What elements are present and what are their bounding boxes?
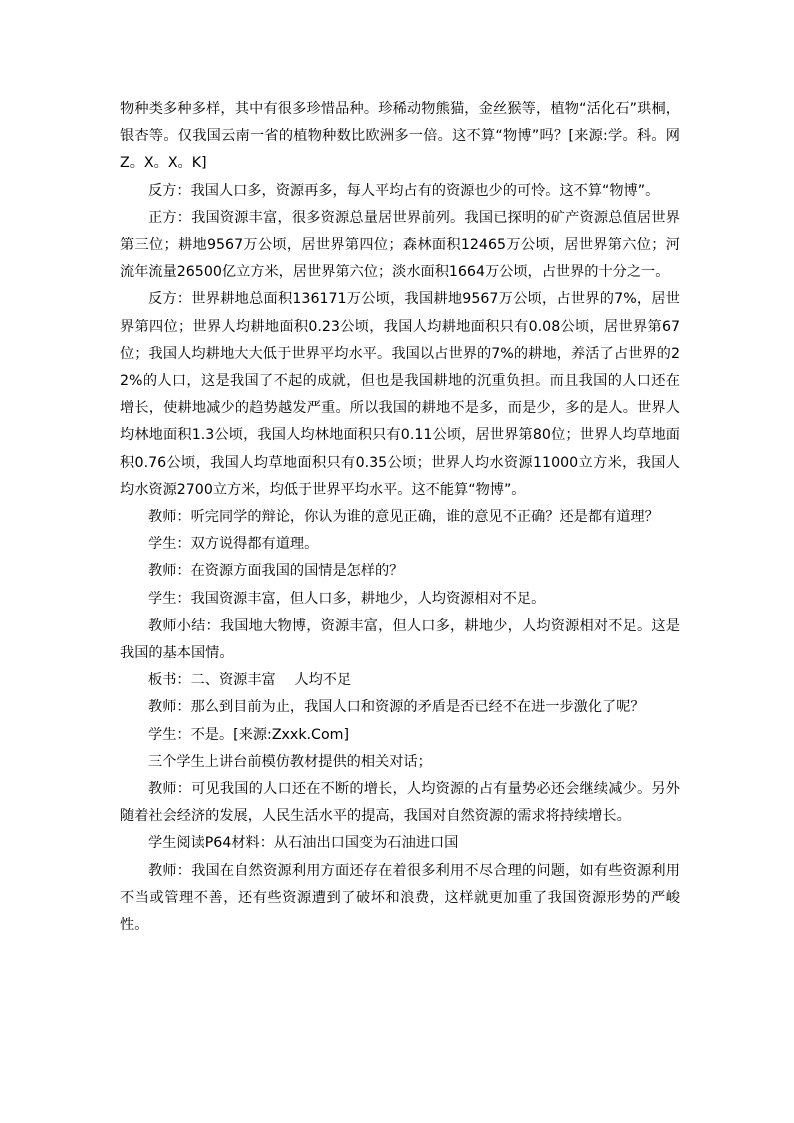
paragraph-teacher-question-1: 教师：听完同学的辩论，你认为谁的意见正确，谁的意见不正确？还是都有道理？ <box>148 509 659 526</box>
paragraph-debate-intro: 物种类多种多样，其中有很多珍惜品种。珍稀动物熊猫，金丝猴等，植物“活化石”珙桐，银杏等。仅我国云南一省的植物种数比欧洲多一倍。这不算“物博”吗？[来源:学。科。网Z。X。X。K] <box>120 101 680 172</box>
paragraph-reading-material: 学生阅读P64材料：从石油出口国变为石油进口国 <box>148 835 459 852</box>
paragraph-board-note: 板书：二、资源丰富 人均不足 <box>148 672 352 689</box>
paragraph-student-answer-1: 学生：双方说得都有道理。 <box>148 536 319 553</box>
paragraph-con-argument-2: 反方：世界耕地总面积136171万公顷，我国耕地9567万公顷，占世界的7%，居世界第四位；世界人均耕地面积0.23公顷，我国人均耕地面积只有0.08公顷，居世界第67位；我国人均耕地大大低于世界平均水平。我国以占世界的7%的耕地，养活了占世界的22%的人口，这是我国了不起的成就，但也是我国耕地的沉重负担。而且我国的人口还在增长，使耕地减少的趋势越发严重。所以我国的耕地不是多，而是少，多的是人。世界人均林地面积1.3公顷，我国人均林地面积只有0.11公顷，居世界第80位；世界人均草地面积0.76公顷，我国人均草地面积只有0.35公顷；世界人均水资源11000立方米，我国人均水资源2700立方米，均低于世界平均水平。这不能算“物博”。 <box>120 291 680 498</box>
paragraph-teacher-summary: 教师小结：我国地大物博，资源丰富，但人口多，耕地少，人均资源相对不足。这是我国的基本国情。 <box>120 617 680 662</box>
paragraph-pro-argument: 正方：我国资源丰富，很多资源总量居世界前列。我国已探明的矿产资源总值居世界第三位；耕地9567万公顷，居世界第四位；森林面积12465万公顷，居世界第六位；河流年流量26500亿立方米，居世界第六位；淡水面积1664万公顷，占世界的十分之一。 <box>120 209 680 281</box>
paragraph-student-answer-2: 学生：我国资源丰富，但人口多，耕地少，人均资源相对不足。 <box>148 590 546 607</box>
document-body <box>120 96 680 939</box>
paragraph-teacher-explanation-2: 教师：我国在自然资源利用方面还存在着很多利用不尽合理的问题，如有些资源利用不当或管理不善，还有些资源遭到了破坏和浪费，这样就更加重了我国资源形势的严峻性。 <box>120 862 680 934</box>
paragraph-teacher-explanation-1: 教师：可见我国的人口还在不断的增长，人均资源的占有量势必还会继续减少。另外随着社会经济的发展，人民生活水平的提高，我国对自然资源的需求将持续增长。 <box>120 781 680 825</box>
paragraph-student-answer-3: 学生：不是。[来源:Zxxk.Com] <box>148 726 349 743</box>
paragraph-student-activity: 三个学生上讲台前模仿教材提供的相关对话； <box>148 753 432 770</box>
paragraph-teacher-question-2: 教师：在资源方面我国的国情是怎样的？ <box>148 563 404 580</box>
paragraph-con-argument-1: 反方：我国人口多，资源再多，每人平均占有的资源也少的可怜。这不算“物博”。 <box>148 182 660 199</box>
paragraph-teacher-question-3: 教师：那么到目前为止，我国人口和资源的矛盾是否已经不在进一步激化了呢？ <box>148 699 645 716</box>
